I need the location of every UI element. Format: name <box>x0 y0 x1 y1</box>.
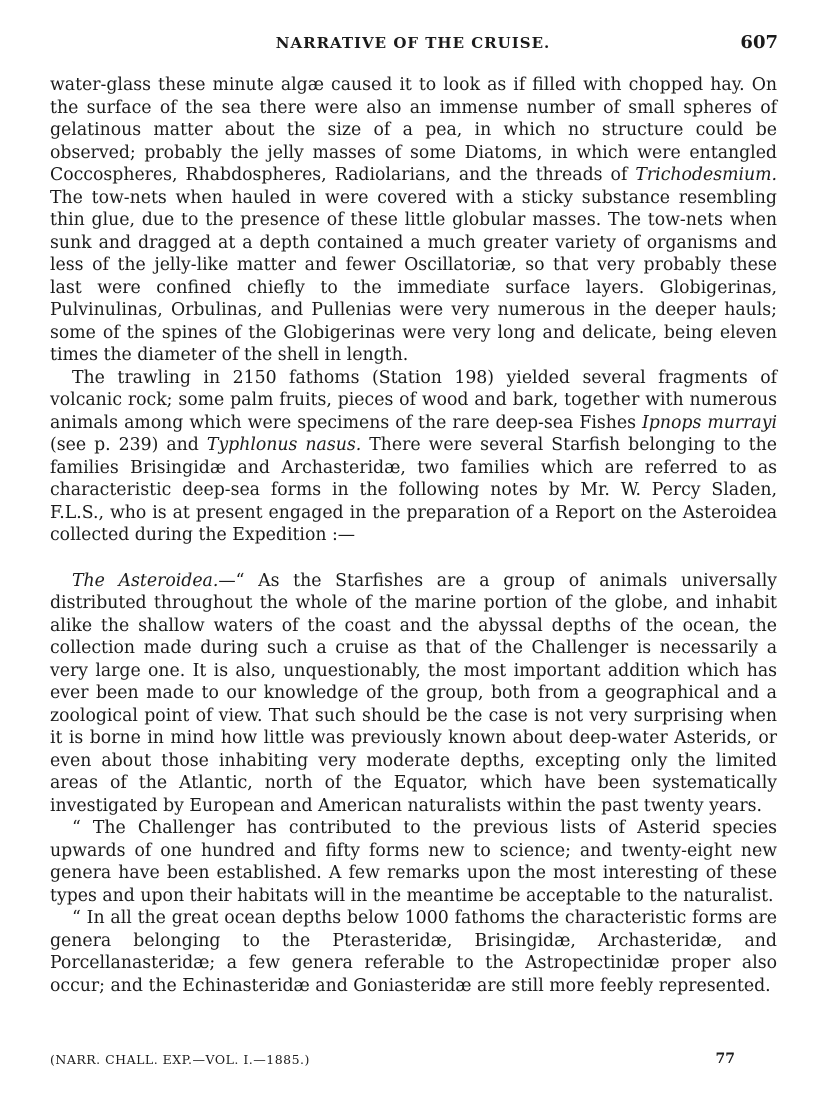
italic-term: Ipnops murrayi <box>641 412 777 433</box>
text-run: —“ As the Starfishes are a group of animals universally distributed throughout the whole of the marine portion of the globe, and inhabit alike the shallow waters of the coast and the abyssal depths of the ocean, the collection made during such a cruise as that of the Challenger is necessarily a very large one. It is also, unquestionably, the most important addition which has ever been made to our knowledge of the group, both from a geographical and a zoological point of view. That such should be the case is not very surprising when it is borne in mind how little was previously known about deep-water Asterids, or even about those inhabiting very moderate depths, excepting only the limited areas of the Atlantic, north of the Equator, which have been systematically investigated by European and American naturalists within the past twenty years. <box>50 570 777 816</box>
paragraph-gap <box>50 547 777 570</box>
sheet-number: 77 <box>715 1051 735 1067</box>
text-run: water-glass these minute algæ caused it to look as if filled with chopped hay. On the surface of the sea there were also an immense number of small spheres of gelatinous matter about the size of a pea, in which no structure could be observed; probably the jelly masses of some Diatoms, in which were entangled Coccospheres, Rhabdospheres, Radiolarians, and the threads of <box>50 75 777 185</box>
page-header <box>48 34 778 60</box>
body-text <box>50 74 777 997</box>
paragraph <box>50 570 777 818</box>
paragraph <box>50 907 777 997</box>
text-run: The trawling in 2150 fathoms (Station 198) yielded several fragments of volcanic rock; some palm fruits, pieces of wood and bark, together with numerous animals among which were specimens of the rare deep-sea Fishes <box>50 367 777 433</box>
italic-term: Trichodesmium. <box>635 165 777 185</box>
running-head: NARRATIVE OF THE CRUISE. <box>275 34 551 52</box>
paragraph <box>50 367 777 547</box>
italic-term: Typhlonus nasus. <box>206 435 362 455</box>
paragraph <box>50 817 777 907</box>
text-run: “ The Challenger has contributed to the previous lists of Asterid species upwards of one hundred and fifty forms new to science; and twenty-eight new genera have been established. A few remarks upon the most interesting of these types and upon their habitats will in the meantime be acceptable to the naturalist. <box>50 818 777 906</box>
text-run: There were several Starfish belonging to the families Brisingidæ and Archasteridæ, two families which are referred to as characteristic deep-sea forms in the following notes by Mr. W. Percy Sladen, F.L.S., who is at present engaged in the preparation of a Report on the Asteroidea collected during the Expedition :— <box>50 435 777 545</box>
page-footer <box>50 1052 777 1072</box>
text-run: (see p. 239) and <box>50 435 207 455</box>
page-number: 607 <box>740 32 778 53</box>
text-run: The tow-nets when hauled in were covered with a sticky substance resembling thin glue, due to the presence of these little globular masses. The tow-nets when sunk and dragged at a depth contained a much greater variety of organisms and less of the jelly-like matter and fewer Oscillatoriæ, so that very probably these last were confined chiefly to the immediate surface layers. Globigerinas, Pulvinulinas, Orbulinas, and Pullenias were very numerous in the deeper hauls; some of the spines of the Globigerinas were very long and delicate, being eleven times the diameter of the shell in length. <box>50 187 777 365</box>
printer-signature: (NARR. CHALL. EXP.—VOL. I.—1885.) <box>50 1052 310 1067</box>
text-run: “ In all the great ocean depths below 1000 fathoms the characteristic forms are genera belonging to the Pterasteridæ, Brisingidæ, Archasteridæ, and Porcellanasteridæ; a few genera referable to the Astropectinidæ proper also occur; and the Echinasteridæ and Goniasteridæ are still more feebly represented. <box>50 908 777 996</box>
italic-term: The Asteroidea. <box>72 570 219 591</box>
paragraph <box>50 74 777 367</box>
